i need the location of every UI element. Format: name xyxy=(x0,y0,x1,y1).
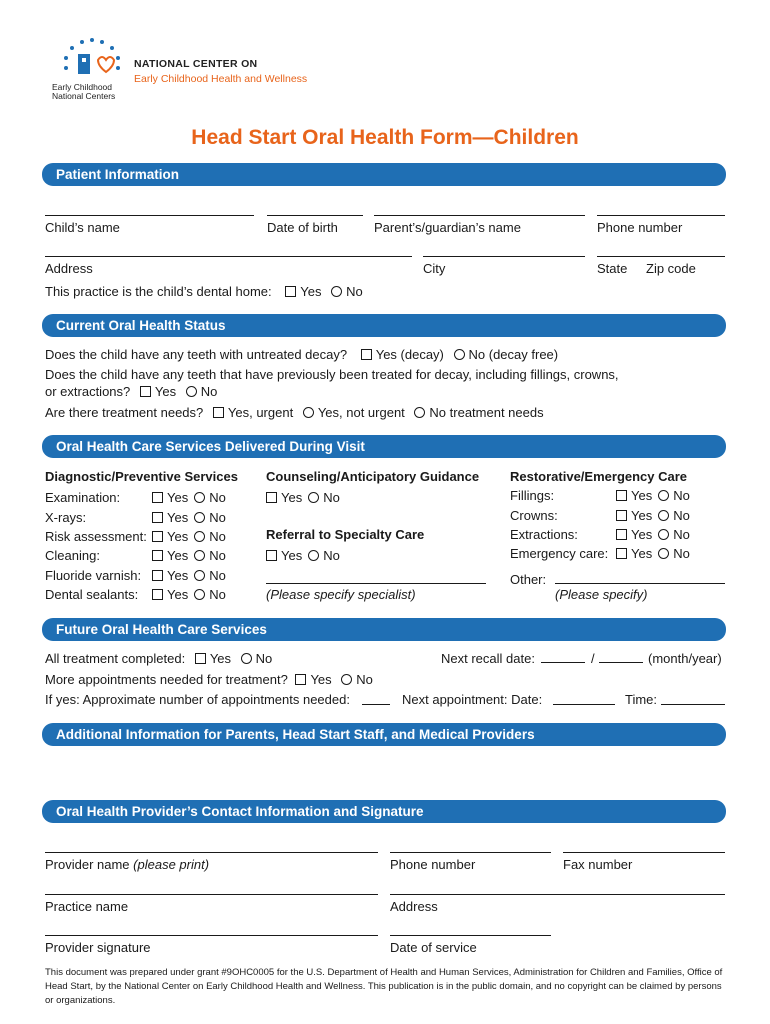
state-label: State xyxy=(597,261,628,276)
practice-name-field[interactable] xyxy=(45,894,378,895)
recall-month-field[interactable] xyxy=(541,662,585,663)
provider-fax-field[interactable] xyxy=(563,852,725,853)
restor-row xyxy=(510,508,558,523)
diag-yes-checkbox[interactable] xyxy=(152,492,163,503)
yes-label: Yes xyxy=(167,548,189,563)
diag-options xyxy=(150,490,226,505)
diag-item-label: Fluoride varnish: xyxy=(45,568,142,583)
appt-count-field[interactable] xyxy=(362,704,390,705)
more-appts-question: More appointments needed for treatment? xyxy=(45,672,288,687)
needs-not-urgent-label: Yes, not urgent xyxy=(317,405,405,420)
diag-yes-checkbox[interactable] xyxy=(152,531,163,542)
date-of-service-field[interactable] xyxy=(390,935,551,936)
city-field[interactable] xyxy=(423,256,585,257)
yes-label: Yes xyxy=(167,587,189,602)
diag-options xyxy=(150,529,226,544)
restor-yes-checkbox[interactable] xyxy=(616,490,627,501)
diag-row xyxy=(45,510,86,525)
treated-no-label: No xyxy=(200,384,218,399)
untreated-decay-question: Does the child have any teeth with untreated decay? xyxy=(45,347,348,362)
no-label: No xyxy=(673,508,690,523)
restor-item-label: Fillings: xyxy=(510,488,555,503)
dob-label: Date of birth xyxy=(267,220,338,235)
logo-line-2: Early Childhood Health and Wellness xyxy=(134,73,308,85)
yes-label: Yes xyxy=(631,546,653,561)
restor-options xyxy=(614,488,690,503)
needs-urgent-checkbox[interactable] xyxy=(213,407,224,418)
dob-field[interactable] xyxy=(267,215,363,216)
restor-yes-checkbox[interactable] xyxy=(616,510,627,521)
no-needs-label: No treatment needs xyxy=(429,405,544,420)
restor-yes-checkbox[interactable] xyxy=(616,548,627,559)
diag-options xyxy=(150,510,226,525)
section-services-delivered: Oral Health Care Services Delivered During Visit xyxy=(42,435,726,458)
diag-no-radio[interactable] xyxy=(194,550,205,561)
dental-home-no-radio[interactable] xyxy=(331,286,342,297)
restor-options xyxy=(614,508,690,523)
restor-no-radio[interactable] xyxy=(658,548,669,559)
decay-yes-checkbox[interactable] xyxy=(361,349,372,360)
counseling-heading: Counseling/Anticipatory Guidance xyxy=(266,469,480,484)
no-label: No xyxy=(209,529,226,544)
more-appts-no-radio[interactable] xyxy=(341,674,352,685)
signature-label: Provider signature xyxy=(45,940,151,955)
no-label: No xyxy=(209,587,226,602)
logo xyxy=(52,36,132,101)
date-of-service-label: Date of service xyxy=(390,940,477,955)
section-patient-information: Patient Information xyxy=(42,163,726,186)
child-name-field[interactable] xyxy=(45,215,254,216)
provider-name-text: Provider name xyxy=(45,857,130,872)
no-label: No xyxy=(323,490,340,505)
recall-slash: / xyxy=(591,651,595,666)
yes-label: Yes xyxy=(631,488,653,503)
more-appts-yes-checkbox[interactable] xyxy=(295,674,306,685)
referral-yes-checkbox[interactable] xyxy=(266,550,277,561)
practice-name-label: Practice name xyxy=(45,899,129,914)
referral-no-radio[interactable] xyxy=(308,550,319,561)
diag-yes-checkbox[interactable] xyxy=(152,570,163,581)
diag-yes-checkbox[interactable] xyxy=(152,589,163,600)
dental-home-row xyxy=(45,284,363,299)
decay-no-label: No (decay free) xyxy=(468,347,559,362)
child-name-label: Child’s name xyxy=(45,220,120,235)
section-additional-info: Additional Information for Parents, Head Start Staff, and Medical Providers xyxy=(42,723,726,746)
counseling-yes-checkbox[interactable] xyxy=(266,492,277,503)
referral-heading: Referral to Specialty Care xyxy=(266,527,425,542)
diag-row xyxy=(45,587,138,602)
treated-decay-question-line1: Does the child have any teeth that have previously been treated for decay, including fillings, crowns, xyxy=(45,367,619,382)
specialist-field[interactable] xyxy=(266,583,486,584)
recall-year-field[interactable] xyxy=(599,662,643,663)
all-completed-row xyxy=(45,651,272,666)
time-field[interactable] xyxy=(661,704,725,705)
logo-org-text: Early Childhood National Centers xyxy=(52,82,116,101)
zip-label: Zip code xyxy=(646,261,696,276)
next-appt-label: Next appointment: Date: xyxy=(402,692,543,707)
dental-home-no-label: No xyxy=(346,284,363,299)
dental-home-yes-checkbox[interactable] xyxy=(285,286,296,297)
other-label: Other: xyxy=(510,572,547,587)
needs-urgent-label: Yes, urgent xyxy=(227,405,294,420)
phone-field[interactable] xyxy=(597,215,725,216)
diag-no-radio[interactable] xyxy=(194,570,205,581)
stars-logo-icon xyxy=(52,36,132,80)
diag-row xyxy=(45,490,120,505)
diag-no-radio[interactable] xyxy=(194,589,205,600)
no-label: No xyxy=(356,672,373,687)
treated-no-radio[interactable] xyxy=(186,386,197,397)
referral-options xyxy=(264,548,340,563)
yes-label: Yes xyxy=(281,548,303,563)
footer-text: This document was prepared under grant #9OHC0005 for the U.S. Department of Health and Human Services, Administration for Children and Families, Office of Head Start, by the National Center on Early Childhood Health and Wellness. This publication is in the public domain, and no copyright can be claimed by persons or organizations. xyxy=(45,967,723,1006)
section-provider-contact: Oral Health Provider’s Contact Information and Signature xyxy=(42,800,726,823)
signature-field[interactable] xyxy=(45,935,378,936)
other-field[interactable] xyxy=(555,583,725,584)
no-label: No xyxy=(323,548,340,563)
parent-name-field[interactable] xyxy=(374,215,585,216)
treatment-needs-question: Are there treatment needs? xyxy=(45,405,204,420)
recall-label: Next recall date: xyxy=(441,651,535,666)
restor-options xyxy=(614,546,690,561)
yes-label: Yes xyxy=(209,651,232,666)
parent-name-label: Parent’s/guardian’s name xyxy=(374,220,521,235)
city-label: City xyxy=(423,261,446,276)
provider-phone-label: Phone number xyxy=(390,857,476,872)
phone-label: Phone number xyxy=(597,220,683,235)
restor-options xyxy=(614,527,690,542)
completed-no-radio[interactable] xyxy=(241,653,252,664)
diag-options xyxy=(150,587,226,602)
if-yes-label: If yes: Approximate number of appointments needed: xyxy=(45,692,350,707)
counseling-no-radio[interactable] xyxy=(308,492,319,503)
diag-item-label: X-rays: xyxy=(45,510,87,525)
restorative-heading: Restorative/Emergency Care xyxy=(510,469,688,484)
diag-row xyxy=(45,568,141,583)
address-field[interactable] xyxy=(45,256,412,257)
no-label: No xyxy=(673,546,690,561)
specialist-note: (Please specify specialist) xyxy=(266,587,416,602)
all-completed-question: All treatment completed: xyxy=(45,651,186,666)
diag-item-label: Examination: xyxy=(45,490,121,505)
no-label: No xyxy=(673,488,690,503)
restor-row xyxy=(510,546,608,561)
treated-yes-checkbox[interactable] xyxy=(140,386,151,397)
diag-no-radio[interactable] xyxy=(194,492,205,503)
no-label: No xyxy=(209,490,226,505)
yes-label: Yes xyxy=(167,510,189,525)
restor-row xyxy=(510,527,578,542)
yes-label: Yes xyxy=(310,672,332,687)
diag-no-radio[interactable] xyxy=(194,512,205,523)
logo-text xyxy=(134,58,307,85)
provider-phone-field[interactable] xyxy=(390,852,551,853)
restor-item-label: Crowns: xyxy=(510,508,558,523)
page-title: Head Start Oral Health Form—Children xyxy=(191,126,579,149)
yes-label: Yes xyxy=(631,508,653,523)
yes-label: Yes xyxy=(167,490,189,505)
completed-yes-checkbox[interactable] xyxy=(195,653,206,664)
additional-info-area[interactable] xyxy=(45,752,725,796)
provider-name-field[interactable] xyxy=(45,852,378,853)
diag-row xyxy=(45,548,100,563)
no-label: No xyxy=(673,527,690,542)
restor-no-radio[interactable] xyxy=(658,510,669,521)
provider-address-label: Address xyxy=(390,899,438,914)
yes-label: Yes xyxy=(281,490,303,505)
diag-options xyxy=(150,548,226,563)
no-label: No xyxy=(255,651,273,666)
diag-options xyxy=(150,568,226,583)
time-label: Time: xyxy=(625,692,658,707)
decay-no-radio[interactable] xyxy=(454,349,465,360)
address-label: Address xyxy=(45,261,93,276)
restor-yes-checkbox[interactable] xyxy=(616,529,627,540)
logo-line-1: NATIONAL CENTER ON xyxy=(134,58,258,70)
month-year-label: (month/year) xyxy=(648,651,722,666)
treated-decay-question-line2: or extractions? xyxy=(45,384,131,399)
yes-label: Yes xyxy=(631,527,653,542)
next-appt-date-field[interactable] xyxy=(553,704,615,705)
yes-label: Yes xyxy=(167,568,189,583)
diagnostic-heading: Diagnostic/Preventive Services xyxy=(45,469,238,484)
untreated-decay-row xyxy=(45,347,558,362)
diag-yes-checkbox[interactable] xyxy=(152,550,163,561)
diag-item-label: Risk assessment: xyxy=(45,529,147,544)
provider-name-note: (please print) xyxy=(133,857,210,872)
treatment-needs-row xyxy=(45,405,544,420)
restor-item-label: Extractions: xyxy=(510,527,578,542)
treated-decay-row xyxy=(45,384,217,399)
treated-yes-label: Yes xyxy=(154,384,177,399)
counseling-options xyxy=(264,490,340,505)
diag-row xyxy=(45,529,147,544)
no-needs-radio[interactable] xyxy=(414,407,425,418)
no-label: No xyxy=(209,568,226,583)
dental-home-question: This practice is the child’s dental home: xyxy=(45,284,272,299)
decay-yes-label: Yes (decay) xyxy=(375,347,444,362)
provider-address-field[interactable] xyxy=(390,894,725,895)
provider-fax-label: Fax number xyxy=(563,857,633,872)
dental-home-yes-label: Yes xyxy=(300,284,322,299)
please-specify-note: (Please specify) xyxy=(555,587,648,602)
restor-no-radio[interactable] xyxy=(658,529,669,540)
diag-no-radio[interactable] xyxy=(194,531,205,542)
no-label: No xyxy=(209,510,226,525)
state-zip-field[interactable] xyxy=(597,256,725,257)
no-label: No xyxy=(209,548,226,563)
section-current-status: Current Oral Health Status xyxy=(42,314,726,337)
diag-item-label: Cleaning: xyxy=(45,548,100,563)
diag-item-label: Dental sealants: xyxy=(45,587,139,602)
yes-label: Yes xyxy=(167,529,189,544)
diag-yes-checkbox[interactable] xyxy=(152,512,163,523)
restor-no-radio[interactable] xyxy=(658,490,669,501)
provider-name-label xyxy=(45,857,209,872)
needs-not-urgent-radio[interactable] xyxy=(303,407,314,418)
restor-row xyxy=(510,488,554,503)
restor-item-label: Emergency care: xyxy=(510,546,609,561)
more-appts-row xyxy=(45,672,373,687)
section-future-services: Future Oral Health Care Services xyxy=(42,618,726,641)
